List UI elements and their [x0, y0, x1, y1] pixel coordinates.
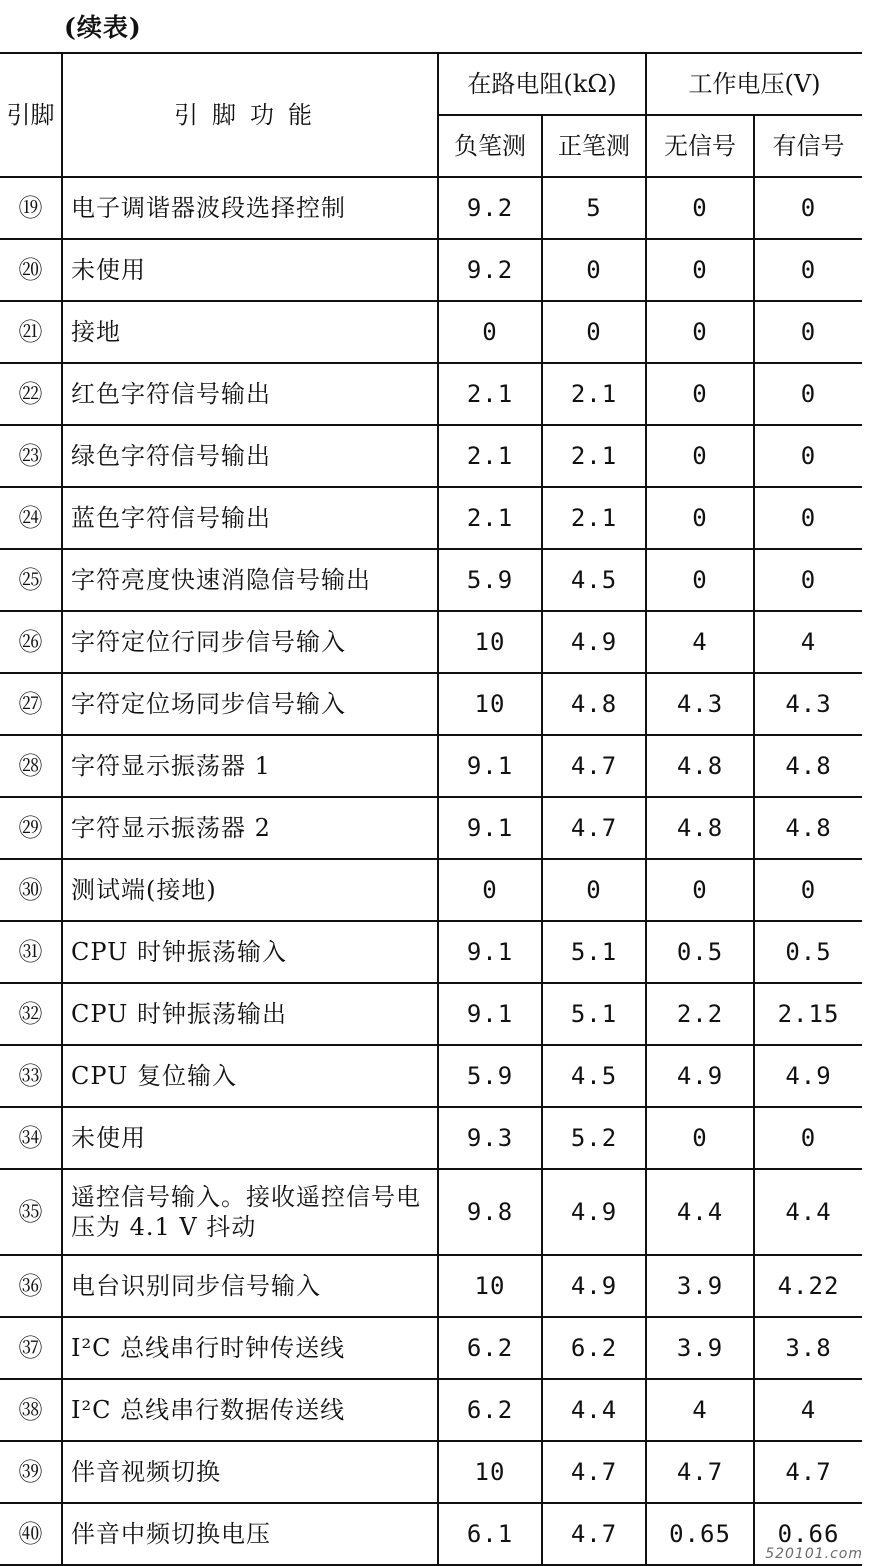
pin-number-cell: ⑳: [0, 239, 62, 301]
no-signal-cell: 0: [646, 859, 754, 921]
neg-probe-cell: 10: [438, 1255, 542, 1317]
function-cell: 伴音中频切换电压: [62, 1503, 438, 1565]
neg-probe-cell: 6.2: [438, 1379, 542, 1441]
pin-number-cell: ㉙: [0, 797, 62, 859]
function-cell: 红色字符信号输出: [62, 363, 438, 425]
function-cell: 字符显示振荡器 1: [62, 735, 438, 797]
pin-number-cell: ⑲: [0, 177, 62, 239]
neg-probe-cell: 5.9: [438, 1045, 542, 1107]
pin-number-cell: ㉕: [0, 549, 62, 611]
voltage-group-header: 工作电压(V): [646, 53, 862, 115]
pin-function-table: [0, 52, 862, 1566]
function-cell: I²C 总线串行时钟传送线: [62, 1317, 438, 1379]
table-row: [0, 859, 862, 921]
function-cell: 未使用: [62, 1107, 438, 1169]
table-row: [0, 177, 862, 239]
with-signal-cell: 0: [754, 859, 862, 921]
no-signal-cell: 0: [646, 425, 754, 487]
pos-probe-cell: 2.1: [542, 363, 646, 425]
pin-number-cell: ㉔: [0, 487, 62, 549]
no-signal-cell: 3.9: [646, 1255, 754, 1317]
table-row: [0, 1045, 862, 1107]
pos-probe-cell: 4.7: [542, 735, 646, 797]
neg-probe-cell: 2.1: [438, 425, 542, 487]
with-signal-cell: 4.8: [754, 735, 862, 797]
neg-probe-cell: 0: [438, 859, 542, 921]
function-cell: 字符定位行同步信号输入: [62, 611, 438, 673]
with-signal-cell: 4: [754, 1379, 862, 1441]
no-signal-cell: 4.8: [646, 797, 754, 859]
pin-number-cell: ㉖: [0, 611, 62, 673]
pos-probe-cell: 0: [542, 239, 646, 301]
pos-probe-cell: 5.1: [542, 921, 646, 983]
pin-number-cell: ㉘: [0, 735, 62, 797]
neg-probe-cell: 6.2: [438, 1317, 542, 1379]
pos-probe-header: 正笔测: [542, 115, 646, 177]
function-cell: 遥控信号输入。接收遥控信号电压为 4.1 V 抖动: [62, 1169, 438, 1255]
pos-probe-cell: 2.1: [542, 425, 646, 487]
with-signal-cell: 3.8: [754, 1317, 862, 1379]
neg-probe-cell: 9.1: [438, 921, 542, 983]
resistance-group-header: 在路电阻(kΩ): [438, 53, 646, 115]
no-signal-cell: 4: [646, 611, 754, 673]
pos-probe-cell: 4.4: [542, 1379, 646, 1441]
pin-number-cell: ㉝: [0, 1045, 62, 1107]
pos-probe-cell: 4.5: [542, 549, 646, 611]
no-signal-header: 无信号: [646, 115, 754, 177]
function-cell: 字符定位场同步信号输入: [62, 673, 438, 735]
pin-number-cell: ㉞: [0, 1107, 62, 1169]
table-row: [0, 549, 862, 611]
no-signal-cell: 0: [646, 301, 754, 363]
pin-number-cell: ㉜: [0, 983, 62, 1045]
with-signal-cell: 0: [754, 549, 862, 611]
with-signal-cell: 0: [754, 239, 862, 301]
pin-number-cell: ㉛: [0, 921, 62, 983]
pos-probe-cell: 5.2: [542, 1107, 646, 1169]
table-row: [0, 1107, 862, 1169]
no-signal-cell: 0: [646, 1107, 754, 1169]
table-row: [0, 239, 862, 301]
no-signal-cell: 4.4: [646, 1169, 754, 1255]
table-row: [0, 363, 862, 425]
table-row: [0, 1169, 862, 1255]
function-cell: CPU 时钟振荡输出: [62, 983, 438, 1045]
pos-probe-cell: 0: [542, 301, 646, 363]
pos-probe-cell: 4.7: [542, 1441, 646, 1503]
no-signal-cell: 0: [646, 363, 754, 425]
pos-probe-cell: 5.1: [542, 983, 646, 1045]
pos-probe-cell: 4.7: [542, 797, 646, 859]
neg-probe-cell: 9.8: [438, 1169, 542, 1255]
function-cell: 伴音视频切换: [62, 1441, 438, 1503]
table-row: [0, 301, 862, 363]
no-signal-cell: 0: [646, 487, 754, 549]
pin-number-cell: ㉑: [0, 301, 62, 363]
pin-number-cell: ㊱: [0, 1255, 62, 1317]
table-row: [0, 487, 862, 549]
with-signal-cell: 4.9: [754, 1045, 862, 1107]
pin-number-cell: ㊴: [0, 1441, 62, 1503]
neg-probe-cell: 6.1: [438, 1503, 542, 1565]
function-cell: CPU 时钟振荡输入: [62, 921, 438, 983]
no-signal-cell: 4.3: [646, 673, 754, 735]
pos-probe-cell: 2.1: [542, 487, 646, 549]
table-row: [0, 921, 862, 983]
pos-probe-cell: 5: [542, 177, 646, 239]
table-row: [0, 1317, 862, 1379]
function-header: 引脚功能: [62, 53, 438, 177]
no-signal-cell: 0: [646, 549, 754, 611]
table-row: [0, 611, 862, 673]
table-row: [0, 425, 862, 487]
no-signal-cell: 0: [646, 239, 754, 301]
table-row: [0, 797, 862, 859]
with-signal-cell: 0: [754, 363, 862, 425]
table-row: [0, 1379, 862, 1441]
pos-probe-cell: 4.5: [542, 1045, 646, 1107]
neg-probe-header: 负笔测: [438, 115, 542, 177]
neg-probe-cell: 2.1: [438, 363, 542, 425]
neg-probe-cell: 10: [438, 1441, 542, 1503]
watermark: 520101.com: [765, 1546, 863, 1562]
pin-number-cell: ㉒: [0, 363, 62, 425]
pin-number-cell: ㉚: [0, 859, 62, 921]
with-signal-cell: 2.15: [754, 983, 862, 1045]
function-cell: 接地: [62, 301, 438, 363]
pos-probe-cell: 4.7: [542, 1503, 646, 1565]
pin-number-cell: ㉟: [0, 1169, 62, 1255]
with-signal-cell: 4.8: [754, 797, 862, 859]
pos-probe-cell: 6.2: [542, 1317, 646, 1379]
table-row: [0, 1503, 862, 1565]
function-cell: 字符亮度快速消隐信号输出: [62, 549, 438, 611]
no-signal-cell: 3.9: [646, 1317, 754, 1379]
function-cell: 电台识别同步信号输入: [62, 1255, 438, 1317]
header-row-1: [0, 53, 862, 115]
pin-number-cell: ㉗: [0, 673, 62, 735]
no-signal-cell: 0.65: [646, 1503, 754, 1565]
with-signal-cell: 0.5: [754, 921, 862, 983]
with-signal-cell: 0: [754, 301, 862, 363]
with-signal-cell: 0: [754, 1107, 862, 1169]
pos-probe-cell: 4.9: [542, 1255, 646, 1317]
with-signal-cell: 4.3: [754, 673, 862, 735]
table-row: [0, 1441, 862, 1503]
no-signal-cell: 4: [646, 1379, 754, 1441]
with-signal-cell: 0.66: [754, 1503, 862, 1565]
with-signal-header: 有信号: [754, 115, 862, 177]
function-cell: I²C 总线串行数据传送线: [62, 1379, 438, 1441]
neg-probe-cell: 5.9: [438, 549, 542, 611]
with-signal-cell: 4.7: [754, 1441, 862, 1503]
neg-probe-cell: 9.1: [438, 983, 542, 1045]
table-caption: (续表): [64, 13, 142, 42]
pin-number-cell: ㊲: [0, 1317, 62, 1379]
with-signal-cell: 0: [754, 487, 862, 549]
pin-number-cell: ㉓: [0, 425, 62, 487]
table-row: [0, 735, 862, 797]
neg-probe-cell: 10: [438, 611, 542, 673]
function-cell: CPU 复位输入: [62, 1045, 438, 1107]
neg-probe-cell: 0: [438, 301, 542, 363]
with-signal-cell: 0: [754, 177, 862, 239]
with-signal-cell: 4: [754, 611, 862, 673]
no-signal-cell: 4.9: [646, 1045, 754, 1107]
pos-probe-cell: 0: [542, 859, 646, 921]
function-cell: 字符显示振荡器 2: [62, 797, 438, 859]
with-signal-cell: 4.4: [754, 1169, 862, 1255]
neg-probe-cell: 9.1: [438, 797, 542, 859]
table-row: [0, 983, 862, 1045]
pin-number-cell: ㊳: [0, 1379, 62, 1441]
neg-probe-cell: 9.3: [438, 1107, 542, 1169]
pos-probe-cell: 4.9: [542, 611, 646, 673]
table-row: [0, 673, 862, 735]
no-signal-cell: 2.2: [646, 983, 754, 1045]
pin-number-cell: ㊵: [0, 1503, 62, 1565]
neg-probe-cell: 9.2: [438, 239, 542, 301]
no-signal-cell: 0: [646, 177, 754, 239]
pos-probe-cell: 4.8: [542, 673, 646, 735]
neg-probe-cell: 9.1: [438, 735, 542, 797]
function-cell: 测试端(接地): [62, 859, 438, 921]
no-signal-cell: 0.5: [646, 921, 754, 983]
no-signal-cell: 4.8: [646, 735, 754, 797]
with-signal-cell: 4.22: [754, 1255, 862, 1317]
neg-probe-cell: 9.2: [438, 177, 542, 239]
neg-probe-cell: 2.1: [438, 487, 542, 549]
function-cell: 蓝色字符信号输出: [62, 487, 438, 549]
neg-probe-cell: 10: [438, 673, 542, 735]
table-body: [0, 177, 862, 1565]
function-cell: 未使用: [62, 239, 438, 301]
function-cell: 绿色字符信号输出: [62, 425, 438, 487]
pin-header: 引脚: [0, 53, 62, 177]
with-signal-cell: 0: [754, 425, 862, 487]
table-row: [0, 1255, 862, 1317]
pos-probe-cell: 4.9: [542, 1169, 646, 1255]
no-signal-cell: 4.7: [646, 1441, 754, 1503]
function-cell: 电子调谐器波段选择控制: [62, 177, 438, 239]
